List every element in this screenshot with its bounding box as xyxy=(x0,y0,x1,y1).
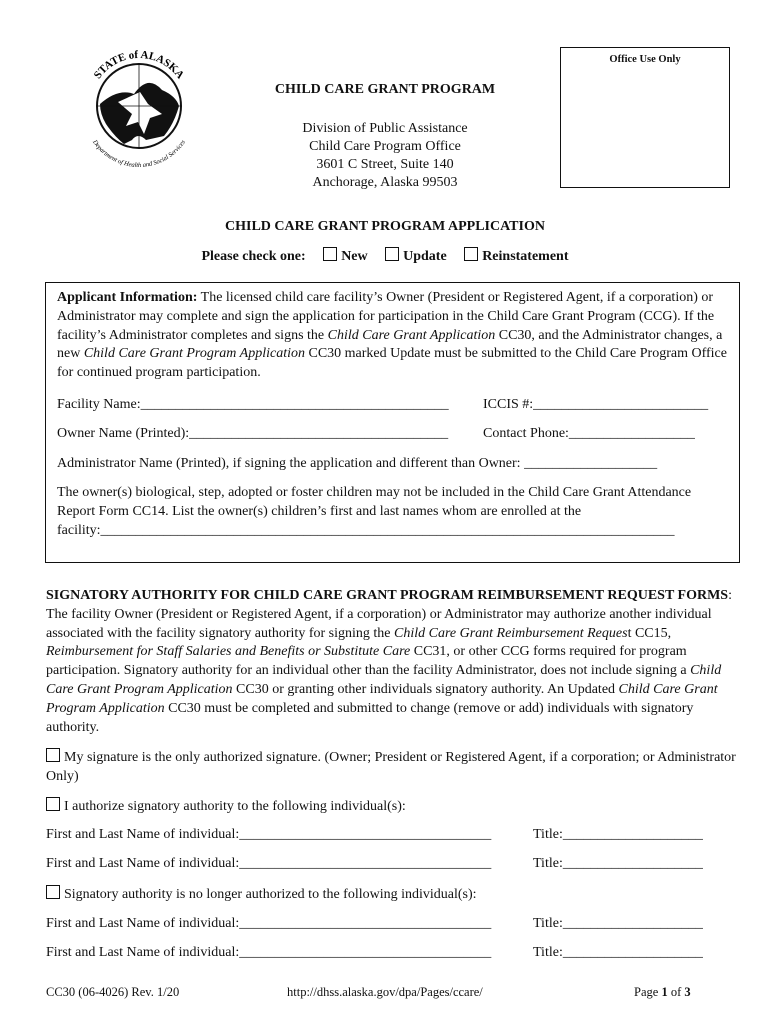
signatory-authority-section xyxy=(46,587,746,737)
option-new xyxy=(323,249,367,264)
page-total: 3 xyxy=(684,985,691,999)
signatory-text: CC30 must be completed and submitted to change (remove or add) individuals with signatory authority. xyxy=(46,700,694,735)
page-of: of xyxy=(667,985,685,999)
applicant-intro xyxy=(57,289,729,383)
reinstatement-checkbox[interactable] xyxy=(464,247,478,261)
only-signature-option xyxy=(46,748,736,786)
signatory-italic: Child Care Grant Program Application xyxy=(46,663,722,697)
only-signature-checkbox[interactable] xyxy=(46,748,60,762)
signatory-text: : The facility Owner (President or Registered Agent, if a corporation) or Administrator may authorize another individual associated with the facility signatory authority for signing the xyxy=(46,588,732,641)
new-checkbox[interactable] xyxy=(323,247,337,261)
intro-italic: Child Care Grant Program Application xyxy=(83,346,305,362)
address-line: Division of Public Assistance xyxy=(302,121,468,136)
signatory-text: t CC15, xyxy=(627,625,672,641)
page-prefix: Page xyxy=(634,985,662,999)
authorized-title-field[interactable]: Title:____________________ xyxy=(533,827,703,842)
signatory-italic: Child Care Grant Program Application xyxy=(46,681,718,716)
owner-children-field[interactable]: The owner(s) biological, step, adopted or foster children may not be included in the Child Care Grant Attendance Report Form CC14. List the owner(s) children’s first and last names whom are enrolled at the facility:__________________________________________________________________________________ xyxy=(57,485,692,538)
option-reinstatement xyxy=(464,249,568,264)
form-id: CC30 (06-4026) Rev. 1/20 xyxy=(46,985,180,999)
removed-title-field[interactable]: Title:____________________ xyxy=(533,945,703,960)
check-one-label: Please check one: xyxy=(201,249,306,264)
removed-name-field[interactable]: First and Last Name of individual:____________________________________ xyxy=(46,945,492,960)
signatory-italic: Reimbursement for Staff Salaries and Benefits or Substitute Care xyxy=(46,644,411,660)
footer-url: http://dhss.alaska.gov/dpa/Pages/ccare/ xyxy=(287,985,483,999)
update-checkbox[interactable] xyxy=(385,247,399,261)
authorized-name-field[interactable]: First and Last Name of individual:____________________________________ xyxy=(46,827,492,842)
authorized-title-field[interactable]: Title:____________________ xyxy=(533,856,703,871)
no-longer-authorized-checkbox[interactable] xyxy=(46,885,60,899)
signatory-italic: Child Care Grant Reimbursement Reques xyxy=(393,625,628,641)
office-use-only-label: Office Use Only xyxy=(609,54,681,65)
removed-name-field[interactable]: First and Last Name of individual:____________________________________ xyxy=(46,916,492,931)
application-type-row xyxy=(0,247,770,265)
authorized-name-field[interactable]: First and Last Name of individual:____________________________________ xyxy=(46,856,492,871)
intro-italic: Child Care Grant Application xyxy=(327,327,496,343)
state-seal-logo xyxy=(78,44,200,168)
intro-text: CC30 marked Update must be submitted to the Child Care Program Office for continued program participation. xyxy=(57,346,727,381)
applicant-information-box xyxy=(45,282,740,563)
authorize-option xyxy=(46,797,406,817)
removed-title-field[interactable]: Title:____________________ xyxy=(533,916,703,931)
option-update xyxy=(385,249,447,264)
office-address xyxy=(200,120,570,192)
iccis-field[interactable]: ICCIS #:_________________________ xyxy=(483,397,709,412)
address-line: 3601 C Street, Suite 140 xyxy=(316,157,454,172)
facility-name-field[interactable]: Facility Name:____________________________________________ xyxy=(57,397,449,412)
intro-text: The licensed child care facility’s Owner (President or Registered Agent, if a corporation) or Administrator may complete and sign the application for participation in the Child Care Grant Program (CCG). If the facility’s Administrator completes and signs the xyxy=(57,290,715,343)
option-update-label: Update xyxy=(403,249,447,264)
svg-text:Department of Health and Socia: Department of Health and Social Services xyxy=(91,138,187,168)
office-use-only-box xyxy=(560,47,730,188)
option-reinstatement-label: Reinstatement xyxy=(482,249,569,264)
authorize-checkbox[interactable] xyxy=(46,797,60,811)
administrator-name-field[interactable]: Administrator Name (Printed), if signing the application and different than Owner: ___________________ xyxy=(57,456,658,471)
authorize-label: I authorize signatory authority to the following individual(s): xyxy=(64,799,406,814)
no-longer-authorized-label: Signatory authority is no longer authorized to the following individual(s): xyxy=(64,887,477,902)
signatory-heading: SIGNATORY AUTHORITY FOR CHILD CARE GRANT PROGRAM REIMBURSEMENT REQUEST FORMS xyxy=(46,588,729,603)
application-title: CHILD CARE GRANT PROGRAM APPLICATION xyxy=(225,219,545,234)
signatory-text: CC31, or other CCG forms required for program participation. Signatory authority for an individual other than the facility Administrator, does not include signing a xyxy=(46,644,691,679)
intro-text: CC30, and the Administrator changes, a new xyxy=(57,327,723,362)
owner-name-field[interactable]: Owner Name (Printed):_____________________________________ xyxy=(57,426,449,441)
address-line: Child Care Program Office xyxy=(309,139,461,154)
svg-text:STATE of ALASKA: STATE of ALASKA xyxy=(91,48,187,82)
only-signature-label: My signature is the only authorized signature. (Owner; President or Registered Agent, if a corporation; or Administrator Only) xyxy=(46,750,736,784)
applicant-heading: Applicant Information: xyxy=(57,290,198,305)
page-number xyxy=(634,985,691,1000)
no-longer-authorized-option xyxy=(46,885,477,905)
address-line: Anchorage, Alaska 99503 xyxy=(312,175,458,190)
contact-phone-field[interactable]: Contact Phone:__________________ xyxy=(483,426,695,441)
program-title: CHILD CARE GRANT PROGRAM xyxy=(274,82,496,97)
option-new-label: New xyxy=(341,249,368,264)
signatory-text: CC30 or granting other individuals signatory authority. An Updated xyxy=(232,681,619,697)
page-current: 1 xyxy=(661,985,668,999)
